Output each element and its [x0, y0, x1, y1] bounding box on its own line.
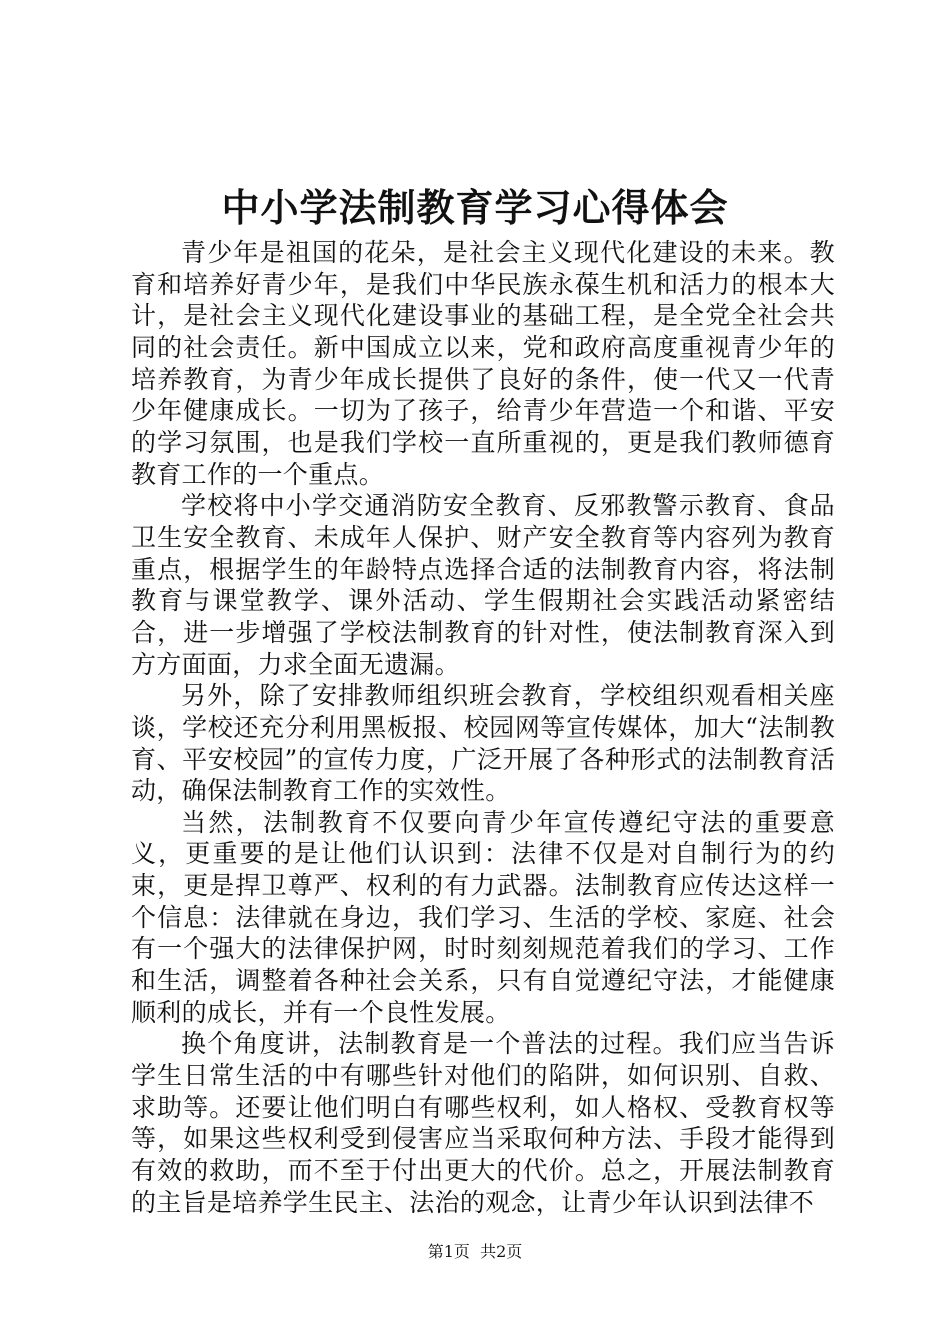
paragraph-2: 学校将中小学交通消防安全教育、反邪教警示教育、食品卫生安全教育、未成年人保护、财产安全教育等内容列为教育重点，根据学生的年龄特点选择合适的法制教育内容，将法制教育与课堂教学、课外活动、学生假期社会实践活动紧密结合，进一步增强了学校法制教育的针对性，使法制教育深入到方方面面，力求全面无遗漏。 — [131, 491, 835, 679]
paragraph-5: 换个角度讲，法制教育是一个普法的过程。我们应当告诉学生日常生活的中有哪些针对他们的陷阱，如何识别、自救、求助等。还要让他们明白有哪些权利，如人格权、受教育权等等，如果这些权利受到侵害应当采取何种方法、手段才能得到有效的救助，而不至于付出更大的代价。总之，开展法制教育的主旨是培养学生民主、法治的观念，让青少年认识到法律不 — [131, 1029, 835, 1217]
paragraph-1: 青少年是祖国的花朵，是社会主义现代化建设的未来。教育和培养好青少年，是我们中华民族永葆生机和活力的根本大计，是社会主义现代化建设事业的基础工程，是全党全社会共同的社会责任。新中国成立以来，党和政府高度重视青少年的培养教育，为青少年成长提供了良好的条件，使一代又一代青少年健康成长。一切为了孩子，给青少年营造一个和谐、平安的学习氛围，也是我们学校一直所重视的，更是我们教师德育教育工作的一个重点。 — [131, 238, 835, 489]
page-footer — [0, 1241, 950, 1263]
current-page-number: 第1页 — [427, 1242, 470, 1261]
paragraph-3: 另外，除了安排教师组织班会教育，学校组织观看相关座谈，学校还充分利用黑板报、校园网等宣传媒体，加大“法制教育、平安校园”的宣传力度，广泛开展了各种形式的法制教育活动，确保法制教育工作的实效性。 — [131, 681, 835, 806]
document-body — [131, 237, 835, 1218]
document-title: 中小学法制教育学习心得体会 — [221, 185, 729, 230]
total-page-count: 共2页 — [480, 1242, 523, 1261]
paragraph-4: 当然，法制教育不仅要向青少年宣传遵纪守法的重要意义，更重要的是让他们认识到：法律不仅是对自制行为的约束，更是捍卫尊严、权利的有力武器。法制教育应传达这样一个信息：法律就在身边，我们学习、生活的学校、家庭、社会有一个强大的法律保护网，时时刻刻规范着我们的学习、工作和生活，调整着各种社会关系，只有自觉遵纪守法，才能健康顺利的成长，并有一个良性发展。 — [131, 807, 835, 1027]
